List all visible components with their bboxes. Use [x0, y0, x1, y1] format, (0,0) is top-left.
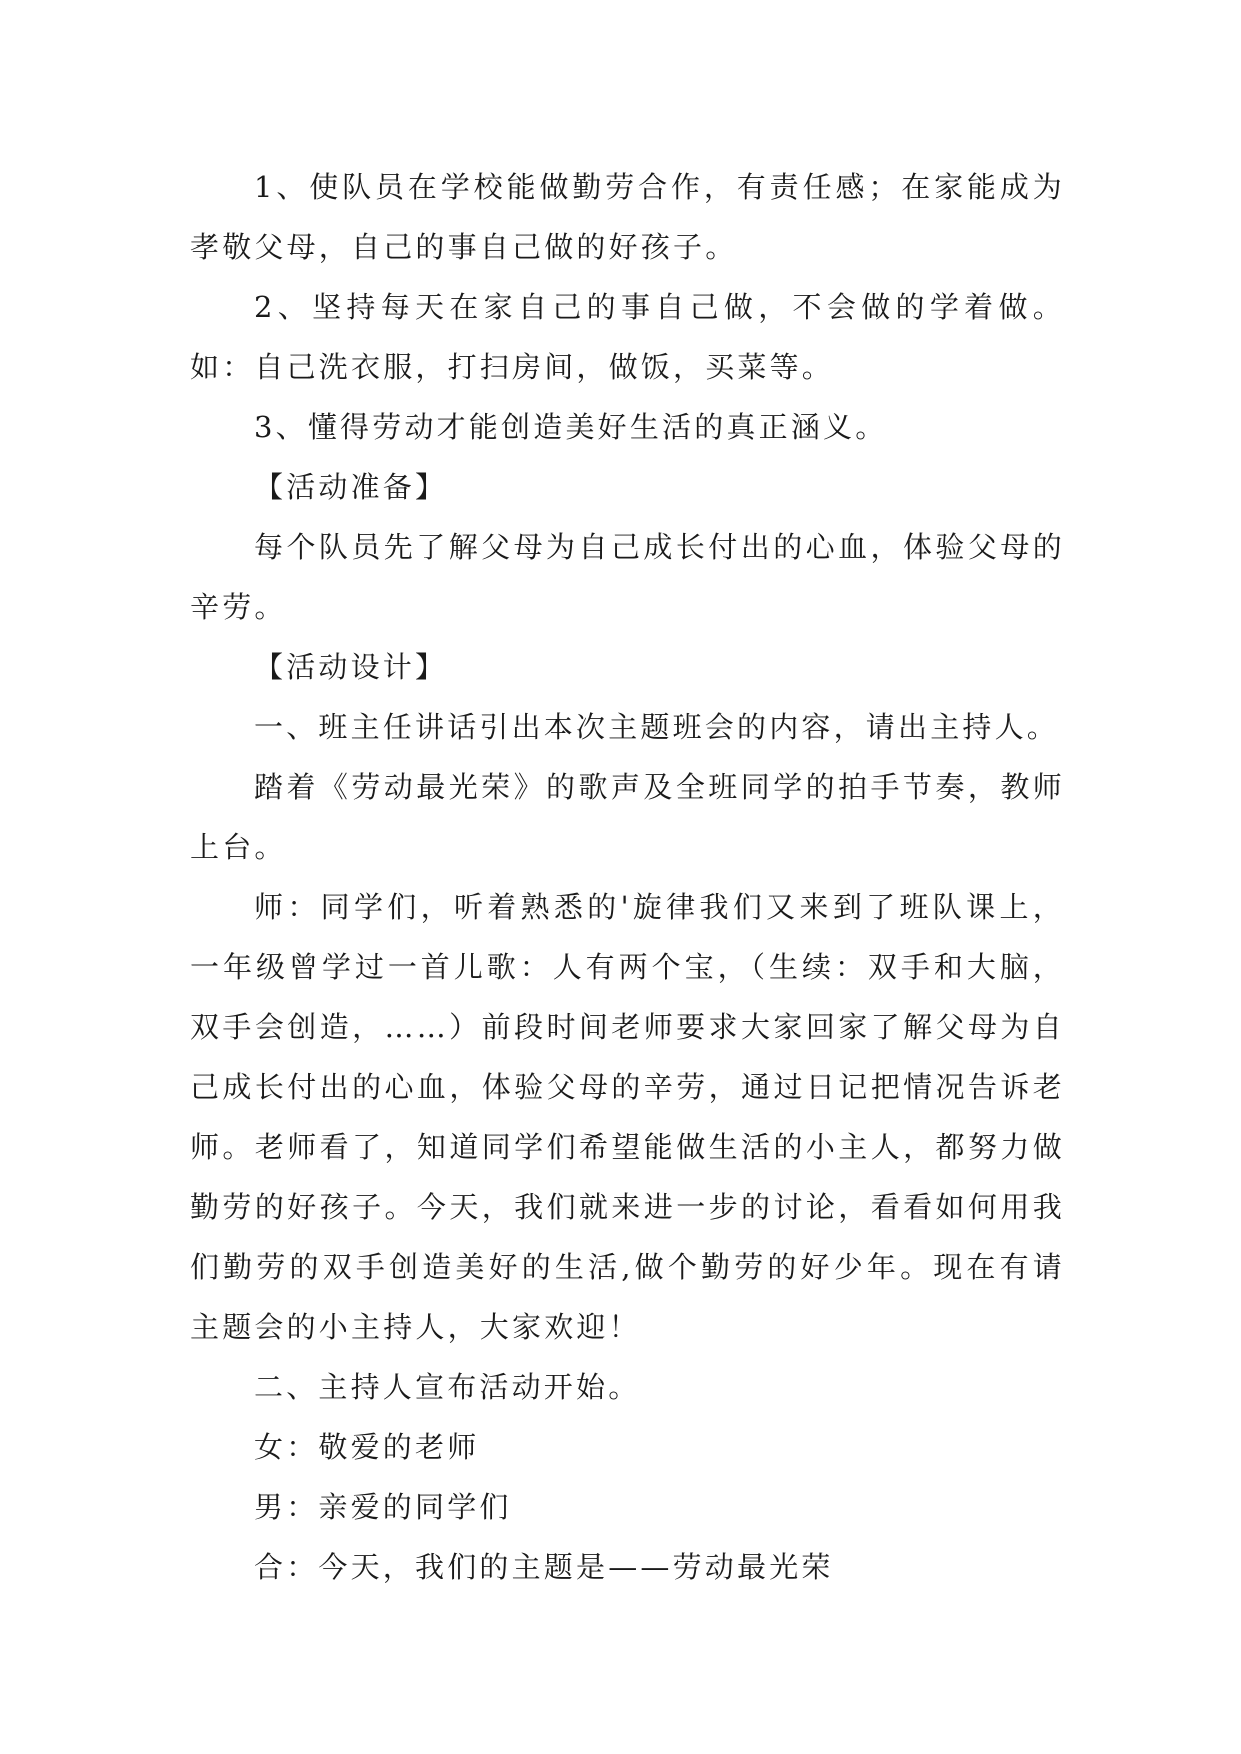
teacher-entrance-paragraph: 踏着《劳动最光荣》的歌声及全班同学的拍手节奏，教师上台。	[190, 770, 1065, 864]
goal-1-paragraph: 1、使队员在学校能做勤劳合作，有责任感；在家能成为孝敬父母，自己的事自己做的好孩子。	[190, 170, 1065, 264]
preparation-paragraph: 每个队员先了解父母为自己成长付出的心血，体验父母的辛劳。	[190, 530, 1065, 624]
girl-line: 女：敬爱的老师	[254, 1430, 480, 1464]
preparation-heading: 【活动准备】	[254, 470, 448, 504]
goal-3-paragraph: 3、懂得劳动才能创造美好生活的真正涵义。	[254, 410, 888, 444]
step-2-paragraph: 二、主持人宣布活动开始。	[254, 1370, 641, 1404]
goal-2-paragraph: 2、坚持每天在家自己的事自己做，不会做的学着做。如：自己洗衣服，打扫房间，做饭，买菜等。	[190, 290, 1065, 384]
together-line: 合：今天，我们的主题是——劳动最光荣	[254, 1550, 834, 1584]
teacher-speech-paragraph: 师：同学们，听着熟悉的'旋律我们又来到了班队课上，一年级曾学过一首儿歌：人有两个宝，（生续：双手和大脑，双手会创造，……）前段时间老师要求大家回家了解父母为自己成长付出的心血，体验父母的辛劳，通过日记把情况告诉老师。老师看了，知道同学们希望能做生活的小主人，都努力做勤劳的好孩子。今天，我们就来进一步的讨论，看看如何用我们勤劳的双手创造美好的生活,做个勤劳的好少年。现在有请主题会的小主持人，大家欢迎！	[190, 890, 1065, 1344]
boy-line: 男：亲爱的同学们	[254, 1490, 512, 1524]
step-1-paragraph: 一、班主任讲话引出本次主题班会的内容，请出主持人。	[254, 710, 1060, 744]
design-heading: 【活动设计】	[254, 650, 448, 684]
document-body	[190, 157, 1065, 1597]
